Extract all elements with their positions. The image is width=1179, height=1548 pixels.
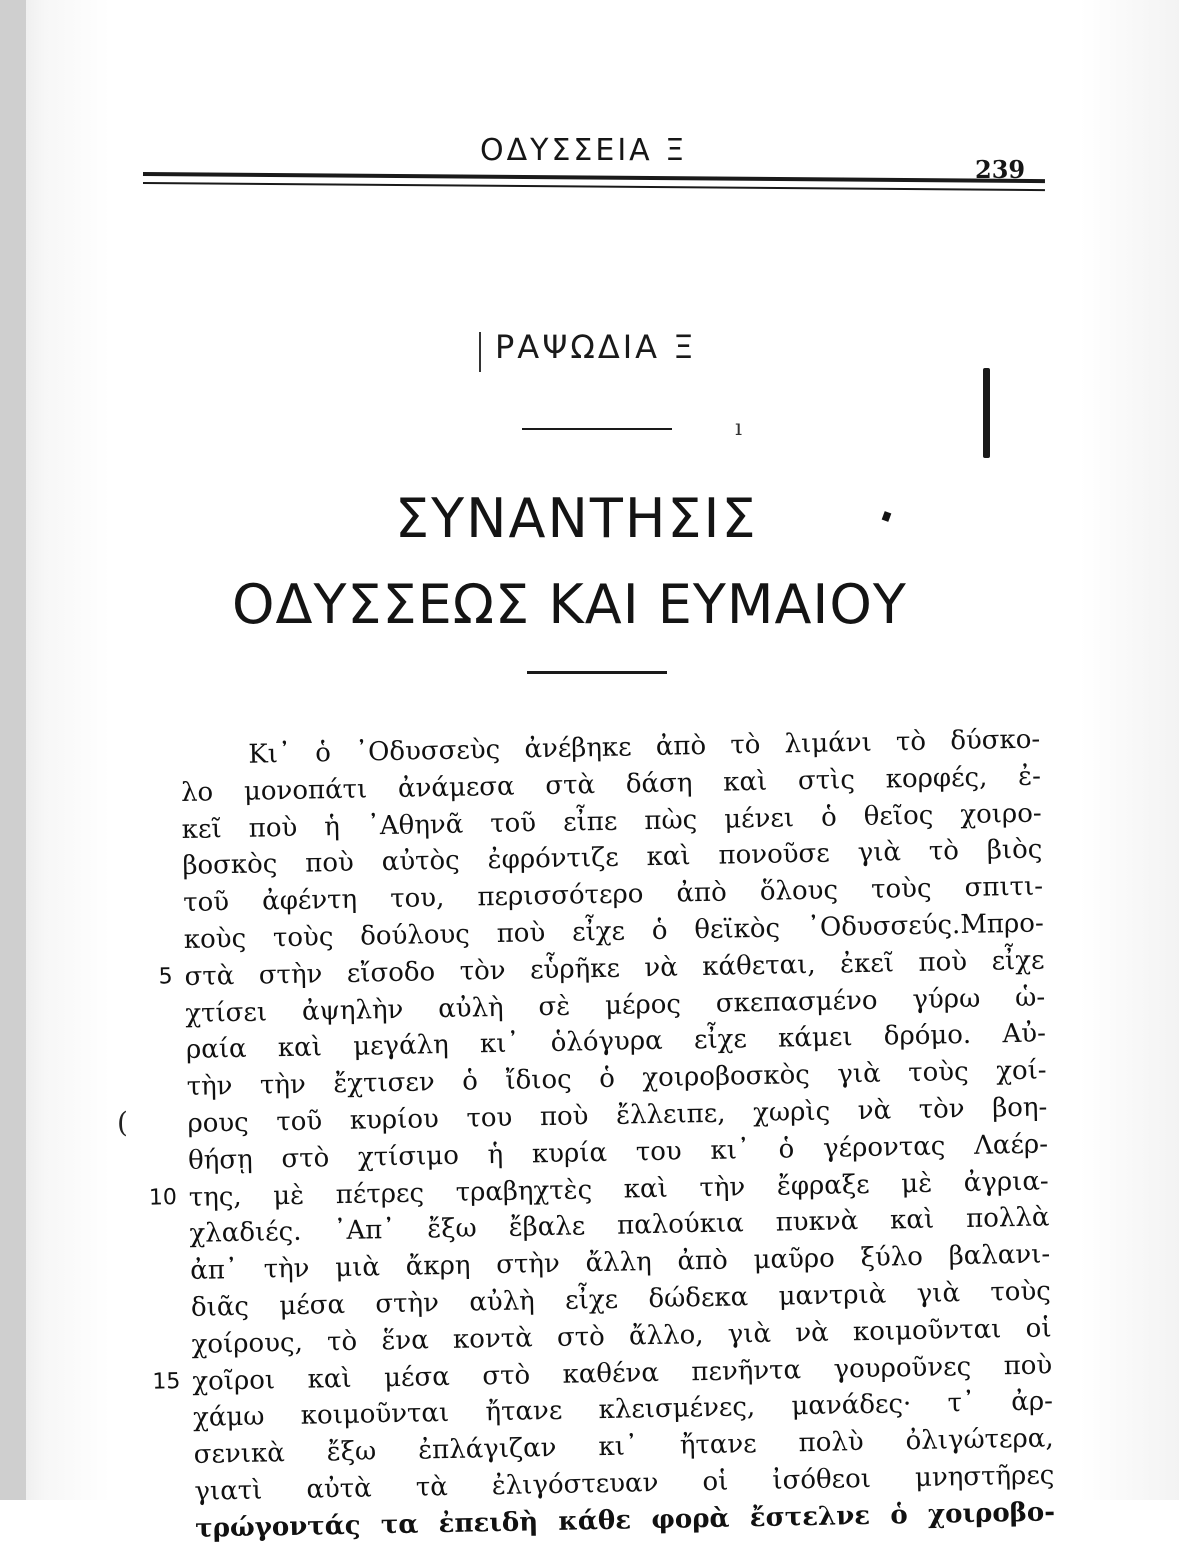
text-line-content: ραία καὶ μεγάλη κι᾿ ὁλόγυρα εἶχε κάμει δρόμο. Αὐ- (185, 1018, 1047, 1066)
chapter-title-line-2: ΟΔΥΣΣΕΩΣ ΚΑΙ ΕΥΜΑΙΟΥ (232, 573, 907, 636)
text-line-content: χάμω κοιμοῦνται ἤτανε κλεισμένες, μανάδες· τ᾿ ἀρ- (192, 1386, 1054, 1434)
header-rule-thick (143, 172, 1045, 183)
text-line-content: στὰ στὴν εἴσοδο τὸν εὗρῆκε νὰ κάθεται, ἐκεῖ ποὺ εἶχε (184, 945, 1045, 992)
text-line-content: ἀπ᾿ τὴν μιὰ ἄκρη στὴν ἄλλη ἀπὸ μαῦρο ξύλο βαλανι- (189, 1239, 1051, 1287)
text-line-content: βοσκὸς ποὺ αὐτὸς ἐφρόντιζε καὶ πονοῦσε γιὰ τὸ βιὸς (182, 834, 1043, 882)
ornament-rule-lower (527, 671, 667, 674)
line-number: 10 (148, 1184, 178, 1211)
text-line-content: κεῖ ποὺ ἡ ᾿Αθηνᾶ τοῦ εἶπε πὼς μένει ὁ θεῖος χοιρο- (181, 798, 1042, 845)
text-line-content: τρώγοντάς τα ἐπειδὴ κάθε φορὰ ἔστελνε ὁ χοιροβο- (194, 1497, 1056, 1544)
text-line-content: τὴν τὴν ἔχτισεν ὁ ἴδιος ὁ χοιροβοσκὸς γιὰ τοὺς χοί- (186, 1055, 1047, 1103)
text-line-content: σενικὰ ἔξω ἐπλάγιζαν κι᾿ ἤτανε πολὺ ὀλιγώτερα, (193, 1423, 1054, 1471)
header-rule-thin (143, 182, 1045, 191)
text-line-content: χοίρους, τὸ ἕνα κοντὰ στὸ ἄλλο, γιὰ νὰ κοιμοῦνται οἱ (191, 1313, 1052, 1360)
text-line-content: χλαδιές. ᾿Απ᾿ ἔξω ἔβαλε παλούκια πυκνὰ καὶ πολλὰ (189, 1202, 1050, 1250)
rhapsody-mark (479, 332, 481, 372)
rhapsody-heading: ΡΑΨΩΔΙΑ Ξ (495, 328, 697, 366)
ornament-rule-upper (522, 428, 672, 430)
text-line-content: λο μονοπάτι ἀνάμεσα στὰ δάση καὶ στὶς κορφές, ἐ- (180, 761, 1042, 808)
chapter-title-line-1: ΣΥΝΑΝΤΗΣΙΣ (395, 487, 758, 550)
running-title: ΟΔΥΣΣΕΙΑ Ξ (480, 133, 688, 168)
text-line-content: κοὺς τοὺς δούλους ποὺ εἶχε ὁ θεϊκὸς ᾿Οδυσσεύς.Μπρο- (183, 908, 1045, 955)
line-number: 15 (152, 1368, 181, 1395)
line-number: 5 (158, 963, 173, 990)
text-line-content: χοῖροι καὶ μέσα στὸ καθένα πενῆντα γουροῦνες ποὺ (192, 1349, 1053, 1397)
text-line-content: ρους τοῦ κυρίου του ποὺ ἔλλειπε, χωρὶς νὰ τὸν βοη- (187, 1092, 1048, 1139)
text-line-content: θήσῃ στὸ χτίσιμο ἡ κυρία του κι᾿ ὁ γέροντας Λαέρ- (187, 1129, 1049, 1176)
text-line-content: χτίσει ἀψηλὴν αὐλὴ σὲ μέρος σκεπασμένο γύρω ὡ- (185, 982, 1046, 1029)
text-line-content: Κι᾿ ὁ ᾿Οδυσσεὺς ἀνέβηκε ἀπὸ τὸ λιμάνι τὸ δύσκο- (248, 724, 1041, 770)
text-line-content: γιατὶ αὐτὰ τὰ ἐλιγόστευαν οἱ ἰσόθεοι μνηστῆρες (194, 1460, 1055, 1507)
print-blemish-mark: ı (735, 416, 743, 441)
page-number: 239 (975, 155, 1026, 184)
print-dot-mark (882, 511, 892, 522)
body-text (148, 721, 1056, 1547)
page-gutter-shadow (0, 0, 26, 1500)
text-line-content: τοῦ ἀφέντη του, περισσότερο ἀπὸ ὅλους τοὺς σπιτι- (182, 871, 1044, 919)
text-line-content: διᾶς μέσα στὴν αὐλὴ εἶχε δώδεκα μαντριὰ γιὰ τοὺς (190, 1276, 1052, 1323)
margin-bar-mark (983, 368, 990, 458)
margin-paren-mark: ( (117, 1106, 128, 1139)
text-line-content: της, μὲ πέτρες τραβηχτὲς καὶ τὴν ἔφραξε μὲ ἀγρια- (188, 1165, 1049, 1213)
